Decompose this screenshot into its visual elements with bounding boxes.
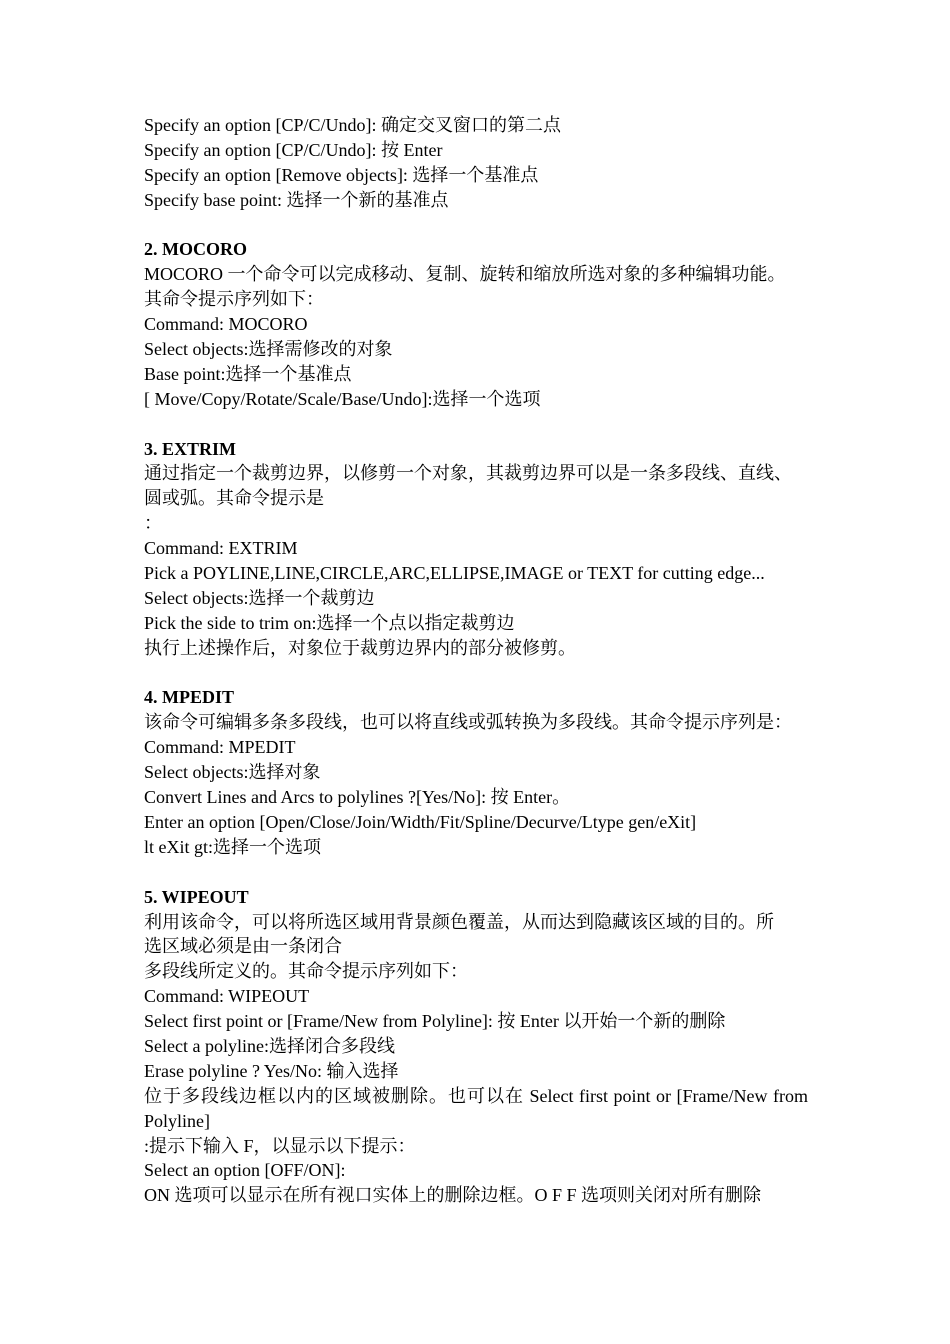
section-heading-mpedit: 4. MPEDIT (144, 687, 234, 708)
document-page (144, 113, 808, 1208)
text-line: 其命令提示序列如下： (144, 289, 324, 310)
blank-line (144, 661, 808, 686)
text-line: Erase polyline ? Yes/No: 输入选择 (144, 1060, 399, 1081)
text-line: 选区域必须是由一条闭合 (144, 936, 342, 957)
text-line: Specify an option [CP/C/Undo]: 确定交叉窗口的第二点 (144, 115, 561, 135)
text-line: Enter an option [Open/Close/Join/Width/Fit/Spline/Decurve/Ltype gen/eXit] (144, 811, 697, 832)
text-line: :提示下输入 F，以显示以下提示： (144, 1135, 416, 1156)
text-line: Select objects:选择一个裁剪边 (144, 587, 375, 608)
blank-line (144, 860, 808, 885)
section-heading-extrim: 3. EXTRIM (144, 438, 237, 459)
text-line: Specify an option [Remove objects]: 选择一个基准点 (144, 164, 539, 185)
text-line: lt eXit gt:选择一个选项 (144, 836, 321, 857)
blank-line (144, 213, 808, 238)
text-line: 通过指定一个裁剪边界，以修剪一个对象，其裁剪边界可以是一条多段线、直线、 (144, 463, 792, 484)
text-line: ： (144, 513, 162, 534)
text-line: Select objects:选择需修改的对象 (144, 339, 393, 360)
text-line: Specify an option [CP/C/Undo]: 按 Enter (144, 139, 443, 160)
text-line: Specify base point: 选择一个新的基准点 (144, 189, 449, 210)
text-line: Select an option [OFF/ON]: (144, 1160, 346, 1181)
text-line: Select first point or [Frame/New from Polyline]: 按 Enter 以开始一个新的删除 (144, 1011, 726, 1032)
section-heading-wipeout: 5. WIPEOUT (144, 886, 249, 907)
blank-line (144, 412, 808, 437)
text-line: 圆或弧。其命令提示是 (144, 488, 324, 509)
text-line: Command: EXTRIM (144, 538, 298, 559)
text-line: 多段线所定义的。其命令提示序列如下： (144, 961, 468, 982)
section-heading-mocoro: 2. MOCORO (144, 239, 247, 260)
text-line: Pick the side to trim on:选择一个点以指定裁剪边 (144, 612, 515, 633)
text-line: MOCORO 一个命令可以完成移动、复制、旋转和缩放所选对象的多种编辑功能。 (144, 264, 786, 285)
text-line: ON 选项可以显示在所有视口实体上的删除边框。O F F 选项则关闭对所有删除 (144, 1185, 762, 1206)
text-line: 利用该命令，可以将所选区域用背景颜色覆盖，从而达到隐藏该区域的目的。所 (144, 911, 774, 932)
text-line: [ Move/Copy/Rotate/Scale/Base/Undo]:选择一个选项 (144, 388, 541, 409)
text-line: Base point:选择一个基准点 (144, 363, 352, 384)
text-line: Convert Lines and Arcs to polylines ?[Yes/No]: 按 Enter。 (144, 787, 571, 808)
text-line: Select objects:选择对象 (144, 762, 321, 783)
text-line: Command: MOCORO (144, 314, 308, 335)
text-line: Pick a POYLINE,LINE,CIRCLE,ARC,ELLIPSE,IMAGE or TEXT for cutting edge... (144, 563, 765, 584)
text-line: Command: WIPEOUT (144, 986, 310, 1007)
text-paragraph: 位于多段线边框以内的区域被删除。也可以在 Select first point or [Frame/New from Polyline] (144, 1085, 808, 1131)
text-line: Command: MPEDIT (144, 737, 296, 758)
text-line: 执行上述操作后，对象位于裁剪边界内的部分被修剪。 (144, 637, 576, 658)
text-line: 该命令可编辑多条多段线，也可以将直线或弧转换为多段线。其命令提示序列是： (144, 712, 792, 733)
text-line: Select a polyline:选择闭合多段线 (144, 1035, 395, 1056)
